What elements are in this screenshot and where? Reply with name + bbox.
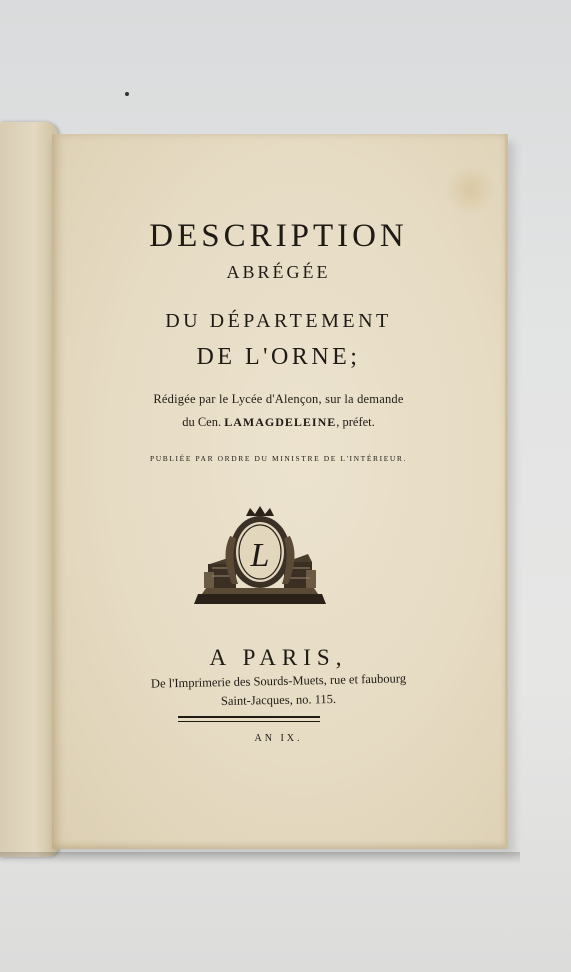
printer-line-1: De l'Imprimerie des Sourds-Muets, rue et faubourg bbox=[150, 671, 407, 691]
emblem-monogram: L bbox=[250, 537, 270, 574]
publication-note: PUBLIÉE PAR ORDRE DU MINISTRE DE L'INTÉRIEUR. bbox=[149, 454, 408, 463]
double-rule-top bbox=[178, 716, 320, 718]
author-line-2 bbox=[52, 415, 505, 430]
title-page bbox=[52, 134, 508, 849]
printer-line-2: Saint-Jacques, no. 115. bbox=[220, 691, 337, 709]
publication-year: AN IX. bbox=[254, 733, 303, 744]
book-subtitle-1: ABRÉGÉE bbox=[226, 262, 331, 282]
paper-stain bbox=[444, 164, 496, 216]
imprint-city: A PARIS, bbox=[209, 645, 348, 670]
book-title: DESCRIPTION bbox=[149, 218, 408, 254]
back-cover bbox=[0, 122, 58, 857]
book-subtitle-2: DU DÉPARTEMENT bbox=[165, 310, 392, 332]
double-rule-bottom bbox=[178, 721, 320, 722]
author-line-2-prefix: du Cen. bbox=[182, 415, 225, 429]
author-line-1: Rédigée par le Lycée d'Alençon, sur la demande bbox=[153, 392, 404, 406]
book-subtitle-3: DE L'ORNE; bbox=[196, 344, 361, 370]
dust-speck bbox=[125, 92, 129, 96]
book-bottom-shadow bbox=[0, 852, 520, 864]
printer-emblem-icon bbox=[190, 506, 330, 611]
prefect-name: LAMAGDELEINE bbox=[224, 415, 337, 429]
author-line-2-suffix: , préfet. bbox=[336, 415, 375, 429]
